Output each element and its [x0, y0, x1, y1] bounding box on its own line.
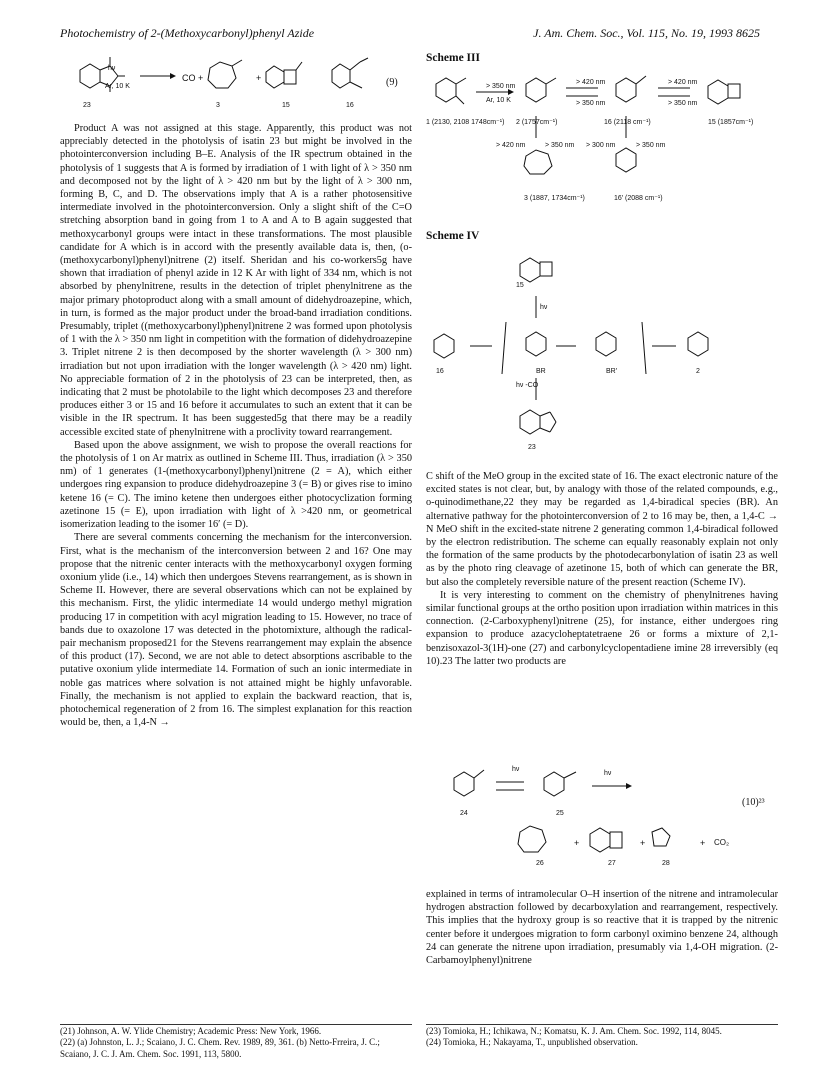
eq10-label-27: 27	[608, 860, 616, 867]
scheme3-label-1: 1 (2130, 2108 1748cm⁻¹)	[426, 119, 505, 126]
paragraph: explained in terms of intramolecular O–H insertion of the nitrene and intramolecular hydrogen abstraction followed by decarboxylation and rearrangement, respectively. This implies that the hydroxy group is so reactive that it is trapped by the nitrenic center before it undergoes migration to form carbonyl oximino benzene 24, although 24 can generate the nitrene upon irradiation, presumably via 1,4-OH migration. (2-Carbamoylphenyl)nitrene	[426, 889, 778, 967]
structure-15-azetinone	[266, 62, 302, 88]
eq10-label-28: 28	[662, 860, 670, 867]
eq9-co: CO +	[182, 73, 204, 83]
eq9-label-16: 16	[346, 102, 354, 109]
structure-16-iminoketene	[332, 58, 368, 88]
scheme4-label-23: 23	[528, 444, 536, 451]
eq9-number: (9)	[386, 77, 398, 88]
paragraph: It is very interesting to comment on the chemistry of phenylnitrenes having similar functional groups at the ortho position upon irradiation within matrices in this connection. (2-Carboxyphenyl)nitrene (25), for instance, either undergoes ring expansion to produce azacycloheptatetraene 26 or forms a mixture of 2,1-benzisoxazol-3(1H)-one (27) and carbonylcyclopentadiene imine 28 irreversibly (eq 10).23 The latter two products are	[426, 589, 778, 667]
paragraph: There are several comments concerning the mechanism for the interconversion. First, what is the mechanism of the interconversion between 2 and 16? One may propose that the nitrenic center interacts with the methoxycarbonyl oxygen forming oxonium ylide (i.e., 14) which then undergoes Stevens rearrangement, as is shown in Scheme II. However, there are several observations which can not be explained by this mechanism. First, the ylidic intermediate 14 would undergo methyl migration producing 17 in competition with acyl migration leading to 15. However, no trace of bands due to oxazolone 17 was detected in the photomixture, although the radical-pair mechanism proposed21 for the Stevens rearrangement may explain the absence of this product (17). Second, we are not able to detect absorptions ascribable to the putative oxonium ylide intermediate 14. Formation of such an ionic intermediate in noble gas matrices where solvation is not attained might be highly unfavorable. Finally, the mechanism is not applied to explain the backward reaction, that is, photochemical regeneration of 2 from 16. The simplest explanation for this reaction would be, then, a 1,4-N →	[60, 532, 412, 729]
paragraph: C shift of the MeO group in the excited state of 16. The exact electronic nature of the excited states is not clear, but, by analogy with those of the related compounds, e.g., o-quinodimethane,22 they may be regarded as 1,4-biradical species (BR). An alternative pathway for the photointerconversion of 2 to 16 may be, then, a 1,4-C → N MeO shift in the excited-state nitrene 2 generating common 1,4-biradical followed by the electron redistribution. The scheme can equally reasonably explain not only the formation of the same products by the photodecarbonylation of isatin 23 as well as by the photo ring cleavage of azetinone 15, both of which can generate the BR, but also the completely reversible nature of the present reaction (Scheme IV).	[426, 471, 778, 588]
eq10-hv-1: hν	[512, 766, 520, 773]
scheme3-label-15: 15 (1857cm⁻¹)	[708, 119, 754, 126]
eq9-label-3: 3	[216, 102, 220, 109]
scheme4-label-BR: BR	[536, 368, 546, 375]
eq10-label-26: 26	[536, 860, 544, 867]
scheme4-label-15: 15	[516, 282, 524, 289]
scheme4-label-16: 16	[436, 368, 444, 375]
footnote-21: (21) Johnson, A. W. Ylide Chemistry; Academic Press: New York, 1966.	[60, 1026, 322, 1036]
left-column-body	[60, 122, 412, 729]
scheme4-arrow-co: hν -CO	[516, 382, 539, 389]
paragraph: Product A was not assigned at this stage. Apparently, this product was not appreciably detected in the photolysis of isatin 23 but might be involved in the photointerconversion including B–E. Analysis of the IR spectrum obtained in the photolysis of 1 suggests that A is formed by irradiation of 1 with light of λ > 350 nm and decomposed not by the light of λ > 420 nm but by the light of λ > 300 nm, forming B, C, and D. The observations imply that A is a rather photosensitive intermediate involved in the photointerconversion. Only a slight shift of the C=O stretching absorption band in going from 1 to A and A to B again suggested that methoxycarbonyl groups were intact in these transformations. The most plausible candidate for A which is in accord with the presently available data is, then, (o-(methoxycarbonyl)phenyl)nitrene (2) itself. Sheridan and his co-workers5g have shown that irradiation of phenyl azide in 12 K Ar with light of 334 nm, which is not absorbed by phenylnitrene, results in the detection of triplet phenylnitrene as the major primary photoproduct along with a small amount of didehydroazepine, which, in turn, is formed as the major product under the broad-band irradiation conditions. Presumably, triplet ((methoxycarbonyl)phenyl)nitrene 2 was formed upon photolysis of 1 with the λ > 350 nm light in competition with the formation of didehydroazepine 3. Triplet nitrene 2 is then decomposed by the shorter wavelength (λ > 300 nm) irradiation but not upon irradiation with the longer wavelength (λ > 420 nm) light. No appreciable formation of 2 in the photolysis of 23 can be interpreted, then, as indicating that 2 must be photolabile to the light which decomposes 23 and therefore produces either 3 or 15 and 16 before it accumulates to such an extent that it can be visible in the IR spectrum. It has been suggested5g that there may be a readily accessible excited state of phenylnitrene with a proclivity toward rearrangement.	[60, 123, 412, 438]
scheme3-vert2-right: > 350 nm	[636, 142, 666, 149]
left-footnotes	[60, 1026, 412, 1060]
eq10-plus-1: +	[574, 838, 580, 848]
eq9-plus: +	[256, 73, 262, 83]
scheme3-arrow2-top: > 420 nm	[576, 79, 606, 86]
scheme3-vert1-right: > 350 nm	[545, 142, 575, 149]
eq9-label-23: 23	[83, 102, 91, 109]
eq10-label-24: 24	[460, 810, 468, 817]
scheme3-label-3: 3 (1887, 1734cm⁻¹)	[524, 195, 585, 202]
scheme3-arrow1-bottom: Ar, 10 K	[486, 97, 511, 104]
footnote-22: (22) (a) Johnston, L. J.; Scaiano, J. C. Chem. Rev. 1989, 89, 361. (b) Netto-Frreira, J. C.; Scaiano, J. C. J. Am. Chem. Soc. 1991, 113, 5800.	[60, 1037, 380, 1059]
eq10-co2: CO₂	[714, 838, 730, 847]
footnote-rule	[60, 1024, 412, 1025]
scheme3-arrow3-bottom: > 350 nm	[668, 100, 698, 107]
running-header-title: Photochemistry of 2-(Methoxycarbonyl)phenyl Azide	[60, 26, 315, 40]
scheme3-label-2: 2 (1757cm⁻¹)	[516, 119, 558, 126]
scheme-3-title: Scheme III	[426, 52, 480, 64]
scheme3-arrow3-top: > 420 nm	[668, 79, 698, 86]
scheme3-arrow2-bottom: > 350 nm	[576, 100, 606, 107]
scheme4-arrow-hv: hν	[540, 304, 548, 311]
eq10-plus-3: +	[700, 838, 706, 848]
scheme3-arrow1-top: > 350 nm	[486, 83, 516, 90]
footnote-rule	[426, 1024, 778, 1025]
right-footnotes	[426, 1026, 778, 1049]
eq10-hv-2: hν	[604, 770, 612, 777]
eq9-arrow-top: hν	[108, 65, 116, 72]
right-column-body-2	[426, 888, 778, 967]
scheme-4-title: Scheme IV	[426, 230, 480, 242]
scheme3-label-16: 16 (2118 cm⁻¹)	[604, 119, 651, 126]
scheme-4-structures	[426, 248, 786, 468]
scheme4-label-BRprime: BR′	[606, 368, 618, 375]
footnote-24: (24) Tomioka, H.; Nakayama, T., unpublished observation.	[426, 1037, 638, 1048]
eq9-label-15: 15	[282, 102, 290, 109]
paragraph: Based upon the above assignment, we wish to propose the overall reactions for the photolysis of 1 on Ar matrix as outlined in Scheme III. Thus, irradiation (λ > 350 nm) of 1 generates (1-(methoxycarbonyl)phenyl)nitrene (2 = A), which either undergoes ring expansion to produce didehydroazepine 3 (= B) or gives rise to imino ketene 16 (= C). The imino ketene then undergoes either photocyclization forming azetinone 15 (= E), upon irradiation with light of λ >420 nm, or geometrical isomerization leading to the isomer 16′ (= D).	[60, 439, 412, 531]
eq10-number: (10)²³	[742, 797, 765, 808]
eq9-arrow-bottom: Ar, 10 K	[105, 83, 130, 90]
scheme3-label-16prime: 16′ (2088 cm⁻¹)	[614, 195, 663, 202]
scheme3-vert2-left: > 300 nm	[586, 142, 616, 149]
footnote-23: (23) Tomioka, H.; Ichikawa, N.; Komatsu, K. J. Am. Chem. Soc. 1992, 114, 8045.	[426, 1026, 722, 1036]
equation-9-structures	[70, 50, 400, 110]
structure-3-azepine	[208, 60, 242, 88]
eq10-label-25: 25	[556, 810, 564, 817]
scheme4-label-2: 2	[696, 368, 700, 375]
eq10-plus-2: +	[640, 838, 646, 848]
scheme-3-structures	[426, 66, 786, 186]
right-column-body-1	[426, 470, 778, 668]
scheme3-vert1-left: > 420 nm	[496, 142, 526, 149]
running-header-journal: J. Am. Chem. Soc., Vol. 115, No. 19, 1993 8625	[533, 26, 760, 40]
equation-10-structures	[426, 758, 778, 878]
